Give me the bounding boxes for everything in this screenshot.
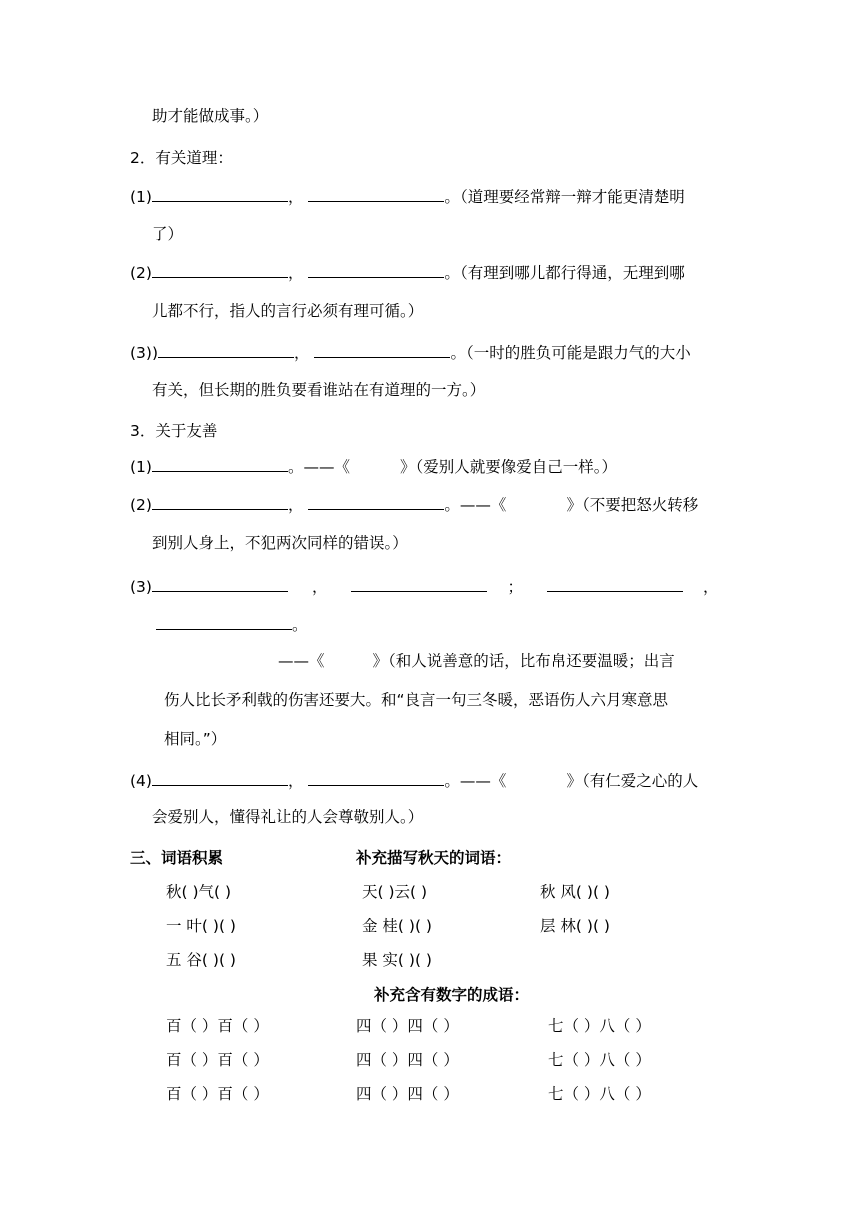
- number-idioms-title: 补充含有数字的成语：: [374, 986, 530, 1004]
- s3-item-3: (3) ， ； ，: [130, 578, 719, 596]
- idiom-cell: 百（ ）百（ ）: [166, 1017, 269, 1035]
- section-3-heading: 3．关于友善: [130, 422, 218, 440]
- answer-blank[interactable]: [158, 342, 294, 358]
- s3-item-3-last-blank: 。: [156, 614, 308, 635]
- autumn-cell: 秋 风( )( ): [540, 883, 610, 901]
- answer-blank[interactable]: [152, 186, 288, 202]
- answer-blank[interactable]: [308, 186, 444, 202]
- autumn-cell: 秋( )气( ): [166, 883, 232, 901]
- s3-item-2: (2) ， 。——《 》（不要把怒火转移: [130, 496, 699, 514]
- section-2-heading: 2．有关道理：: [130, 149, 233, 167]
- autumn-cell: 果 实( )( ): [362, 951, 432, 969]
- idiom-cell: 七（ ）八（ ）: [548, 1051, 651, 1069]
- s3-item-3-source: ——《 》（和人说善意的话，比布帛还要温暖；出言: [278, 652, 675, 670]
- s2-item-1: (1) ， 。（道理要经常辩一辩才能更清楚明: [130, 188, 685, 206]
- s2-item-3: (3)) ， 。（一时的胜负可能是跟力气的大小: [130, 344, 691, 362]
- s3-item-3-note-cont: 伤人比长矛利戟的伤害还要大。和“良言一句三冬暖，恶语伤人六月寒意思: [164, 691, 669, 709]
- s3-item-1: (1) 。——《 》（爱别人就要像爱自己一样。）: [130, 458, 618, 476]
- answer-blank[interactable]: [308, 494, 444, 510]
- s2-item-1-note-cont: 了）: [152, 225, 184, 243]
- s3-item-4-note-cont: 会爱别人，懂得礼让的人会尊敬别人。）: [152, 808, 424, 826]
- idiom-cell: 四（ ）四（ ）: [356, 1017, 459, 1035]
- section-4-heading: 三、词语积累: [130, 849, 224, 867]
- s3-item-3-note-cont2: 相同。”）: [164, 730, 227, 748]
- answer-blank[interactable]: [547, 576, 683, 592]
- s3-item-2-note-cont: 到别人身上，不犯两次同样的错误。）: [152, 534, 408, 552]
- answer-blank[interactable]: [152, 262, 288, 278]
- autumn-cell: 天( )云( ): [362, 883, 428, 901]
- autumn-cell: 金 桂( )( ): [362, 917, 432, 935]
- autumn-words-title: 补充描写秋天的词语：: [356, 849, 512, 867]
- autumn-cell: 一 叶( )( ): [166, 917, 236, 935]
- idiom-cell: 百（ ）百（ ）: [166, 1085, 269, 1103]
- idiom-cell: 七（ ）八（ ）: [548, 1017, 651, 1035]
- s3-item-4: (4) ， 。——《 》（有仁爱之心的人: [130, 772, 699, 790]
- answer-blank[interactable]: [308, 262, 444, 278]
- idiom-cell: 四（ ）四（ ）: [356, 1051, 459, 1069]
- idiom-cell: 百（ ）百（ ）: [166, 1051, 269, 1069]
- s2-item-3-note-cont: 有关，但长期的胜负要看谁站在有道理的一方。）: [152, 381, 486, 399]
- s2-item-2: (2) ， 。（有理到哪儿都行得通，无理到哪: [130, 264, 685, 282]
- answer-blank[interactable]: [314, 342, 450, 358]
- answer-blank[interactable]: [308, 770, 444, 786]
- answer-blank[interactable]: [351, 576, 487, 592]
- autumn-cell: 五 谷( )( ): [166, 951, 236, 969]
- continuation-text: 助才能做成事。）: [152, 107, 269, 125]
- answer-blank[interactable]: [152, 576, 288, 592]
- answer-blank[interactable]: [152, 494, 288, 510]
- answer-blank[interactable]: [152, 456, 288, 472]
- s2-item-2-note-cont: 儿都不行，指人的言行必须有理可循。）: [152, 302, 424, 320]
- answer-blank[interactable]: [152, 770, 288, 786]
- autumn-cell: 层 林( )( ): [540, 917, 610, 935]
- idiom-cell: 七（ ）八（ ）: [548, 1085, 651, 1103]
- answer-blank[interactable]: [156, 614, 292, 630]
- idiom-cell: 四（ ）四（ ）: [356, 1085, 459, 1103]
